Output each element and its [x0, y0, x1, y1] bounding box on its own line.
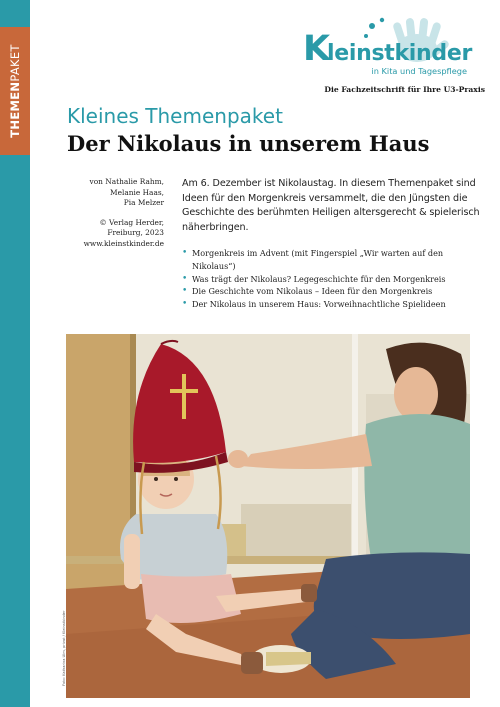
author-line: Melanie Haas, [110, 187, 164, 197]
list-item: • Die Geschichte vom Nikolaus – Ideen für den Morgenkreis [182, 285, 482, 298]
article-kicker: Kleines Themenpaket [67, 104, 283, 128]
logo-wordmark: leinstkinder [327, 41, 473, 66]
contents-list [182, 247, 482, 311]
section-tab-label: THEMENPAKET [8, 44, 22, 138]
logo-subtitle: in Kita und Tagespflege [371, 66, 467, 76]
magazine-tagline: Die Fachzeitschrift für Ihre U3-Praxis [324, 85, 485, 94]
author-credits [70, 177, 164, 249]
copyright-line: © Verlag Herder, Freiburg, 2023 [99, 217, 164, 237]
website-link[interactable]: www.kleinstkinder.de [83, 238, 164, 248]
author-line: Pia Melzer [123, 198, 164, 207]
intro-paragraph: Am 6. Dezember ist Nikolaustag. In diesem Themenpaket sind Ideen für den Morgenkreis versammelt, die den Jüngsten die Geschichte des berühmten Heiligen altersgerecht & spielerisch näherbringen. [182, 178, 480, 233]
photo-illustration [66, 334, 470, 698]
magazine-logo [300, 16, 485, 98]
photo-credit: Foto: Katharina Ulm, privat / Kleinstkinder [62, 610, 66, 686]
author-line: von Nathalie Rahm, [89, 177, 164, 186]
logo-initial: K [303, 29, 331, 69]
article-title: Der Nikolaus in unserem Haus [67, 131, 430, 156]
list-item: • Der Nikolaus in unserem Haus: Vorweihnachtliche Spielideen [182, 298, 482, 311]
cover-photo [66, 334, 470, 698]
list-item: • Morgenkreis im Advent (mit Fingerspiel „Wir warten auf den Nikolaus“) [182, 247, 482, 273]
list-item: • Was trägt der Nikolaus? Legegeschichte für den Morgenkreis [182, 273, 482, 286]
